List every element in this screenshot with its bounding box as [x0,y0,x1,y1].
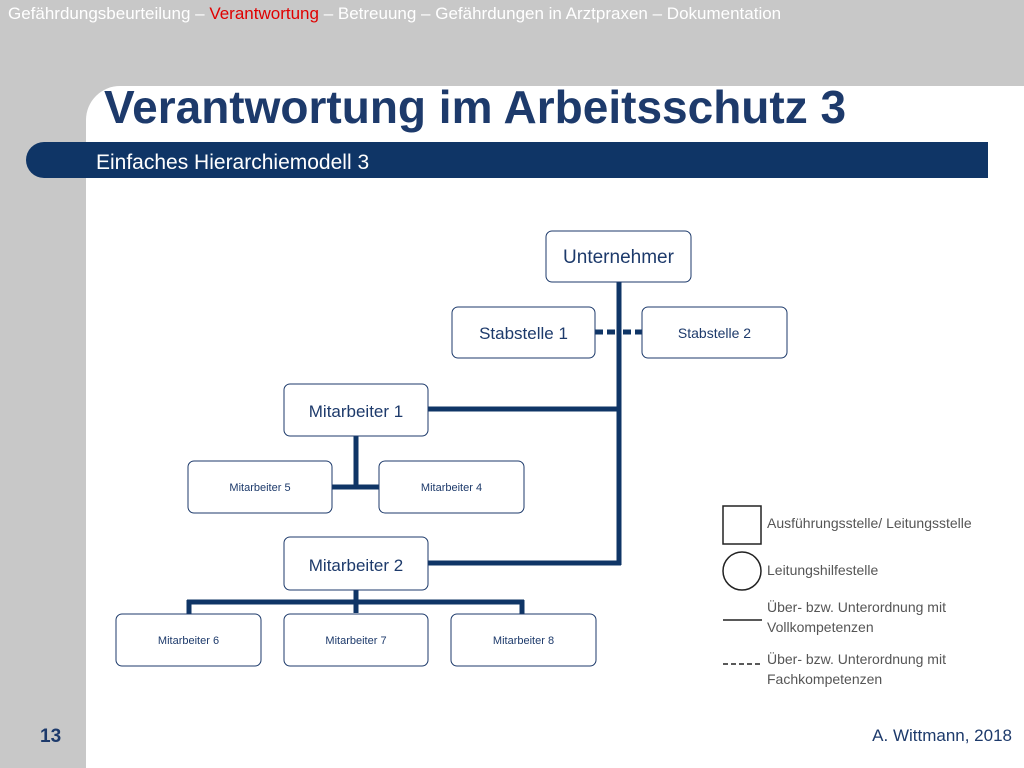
node-label: Mitarbeiter 4 [420,482,483,494]
node-mitarbeiter-5[interactable] [188,461,332,513]
legend-square-label: Ausführungsstelle/ Leitungsstelle [767,515,972,531]
node-mitarbeiter-8[interactable] [451,614,596,666]
node-label: Mitarbeiter 1 [308,402,404,421]
node-stabstelle-1[interactable] [452,307,595,358]
node-label: Unternehmer [563,247,674,268]
node-stabstelle-2[interactable] [642,307,787,358]
breadcrumb-separator: – [416,4,436,23]
legend [723,506,972,687]
legend-solid-label-1: Über- bzw. Unterordnung mit [767,599,946,615]
node-label: Stabstelle 2 [677,325,752,341]
breadcrumb-separator: – [190,4,210,23]
page-subtitle: Einfaches Hierarchiemodell 3 [96,151,370,174]
legend-dashed-label-2: Fachkompetenzen [767,671,883,687]
node-unternehmer[interactable] [546,231,691,282]
node-mitarbeiter-1[interactable] [284,384,428,436]
node-mitarbeiter-2[interactable] [284,537,428,590]
breadcrumb-item-betreuung[interactable]: Betreuung [337,4,417,23]
breadcrumb-item-gefaehrdungen[interactable]: Gefährdungen in Arztpraxen [435,4,648,23]
breadcrumb-item-dokumentation[interactable]: Dokumentation [666,4,782,23]
node-mitarbeiter-4[interactable] [379,461,524,513]
breadcrumb-item-verantwortung[interactable]: Verantwortung [209,4,319,23]
node-label: Mitarbeiter 7 [325,635,387,647]
page-title: Verantwortung im Arbeitsschutz 3 [104,81,847,133]
node-label: Mitarbeiter 5 [229,482,291,494]
node-label: Stabstelle 1 [479,324,568,343]
node-label: Mitarbeiter 2 [308,556,404,575]
legend-circle-label: Leitungshilfestelle [767,562,879,578]
node-label: Mitarbeiter 8 [492,635,555,647]
legend-square-icon [723,506,761,544]
author-credit: A. Wittmann, 2018 [872,726,1012,745]
breadcrumb-separator: – [647,4,667,23]
legend-circle-icon [723,552,761,590]
node-label: Mitarbeiter 6 [157,635,220,647]
breadcrumb-item-gefaehrdungsbeurteilung[interactable]: Gefährdungsbeurteilung [8,4,191,23]
node-mitarbeiter-6[interactable] [116,614,261,666]
page-number: 13 [40,726,62,747]
legend-solid-label-2: Vollkompetenzen [767,619,874,635]
breadcrumb-separator: – [318,4,338,23]
legend-dashed-label-1: Über- bzw. Unterordnung mit [767,651,946,667]
node-mitarbeiter-7[interactable] [284,614,428,666]
